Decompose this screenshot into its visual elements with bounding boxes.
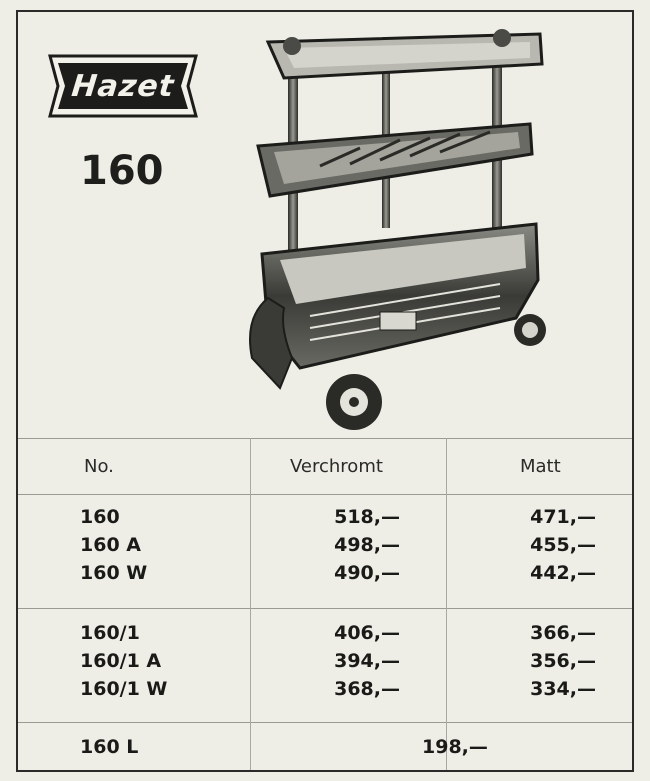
tool-cart-image: [240, 28, 570, 438]
row-verchromt: 498,—: [334, 534, 400, 556]
column-rule: [250, 438, 251, 770]
header-no: No.: [84, 456, 114, 477]
column-rule: [446, 438, 447, 770]
hazet-logo: [44, 46, 202, 126]
row-no: 160 A: [80, 534, 141, 556]
row-matt: 471,—: [530, 506, 596, 528]
table-rule: [18, 608, 632, 609]
row-matt: 356,—: [530, 650, 596, 672]
price-table: [18, 438, 632, 770]
row-verchromt: 518,—: [334, 506, 400, 528]
row-no: 160/1 W: [80, 678, 168, 700]
row-no: 160/1: [80, 622, 140, 644]
tool-cart-icon: [240, 28, 570, 438]
header-matt: Matt: [520, 456, 561, 477]
header-verchromt: Verchromt: [290, 456, 383, 477]
footer-price: 198,—: [422, 736, 488, 758]
table-rule: [18, 722, 632, 723]
row-no: 160: [80, 506, 120, 528]
row-matt: 334,—: [530, 678, 596, 700]
row-verchromt: 490,—: [334, 562, 400, 584]
row-no: 160 W: [80, 562, 148, 584]
row-verchromt: 394,—: [334, 650, 400, 672]
model-title: 160: [80, 148, 164, 194]
logo-wordmark: Hazet: [69, 68, 177, 104]
table-rule: [18, 438, 632, 439]
row-verchromt: 368,—: [334, 678, 400, 700]
row-matt: 442,—: [530, 562, 596, 584]
row-matt: 455,—: [530, 534, 596, 556]
row-matt: 366,—: [530, 622, 596, 644]
footer-no: 160 L: [80, 736, 139, 758]
row-no: 160/1 A: [80, 650, 162, 672]
table-rule: [18, 494, 632, 495]
row-verchromt: 406,—: [334, 622, 400, 644]
